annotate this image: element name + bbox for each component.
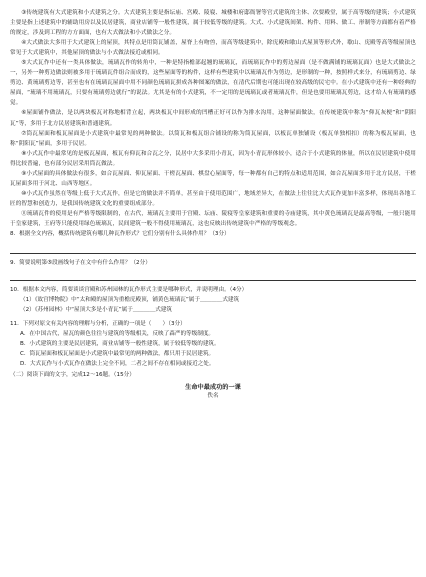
paragraph-10: ⑩小式瓦作虽然在等级上低于大式瓦作，但是它的做法并不简单，甚至由于使用范围广，地域差异大，在做法上往往比大式瓦作更加丰富多样，体现出各地工匠的智慧和创造力，是我国传统建筑文化的重要组成部分。 — [10, 190, 416, 207]
paragraph-3: ③传统建筑有大式建筑和小式建筑之分。大式建筑主要是指坛庙、宫殿、陵寝、城楼和府邸衙署等官式建筑的主体、次要殿堂，属于高等级的建筑；小式建筑主要是指上述建筑中的辅助用房以及民居建筑，商业店铺等一般性建筑，属于较低等级的建筑。大式、小式建筑间架、构件、用料、做工、形制等方面都有着严格的规定，涉及到工程的方方面面，也有大式做法和小式做法之分。 — [10, 10, 416, 37]
reading-prompt: （二）阅读下面的文字，完成12～16题。（15分） — [10, 371, 135, 378]
article-title: 生命中最成功的一课 — [185, 383, 241, 391]
option-b[interactable]: B．小式建筑的主要是民居建筑，商业店铺等一般性建筑，属于较低等级的建筑。 — [20, 341, 220, 348]
paragraph-9: ⑨小式屋面的具体做法有很多，如合瓦屋面、仰瓦屋面、干槎瓦屋面、棋盘心屋面等，每一种都有自己的特点和适用范围，如合瓦屋面多用于北方民居，干槎瓦屋面多用于河北、山西等地区。 — [10, 170, 416, 187]
paragraph-8: ⑧小式瓦作中最常见的是板瓦屋面，板瓦有仰瓦和合瓦之分，民居中大多采用小青瓦，因为小青瓦形体较小，适合于小式建筑的体量，所以在民居建筑中使用得比较普遍，也有部分民居采用筒瓦做法。 — [10, 150, 416, 167]
article-author: 佚名 — [207, 392, 219, 399]
paragraph-5: ⑤大式瓦作中还有一类具体做法，琉璃瓦作的转角中，一种是特指檐部起翘的琉璃瓦，而琉璃瓦作中的剪边屋面（是不做满铺的琉璃瓦面）也是大式做法之一，另外一种剪边做法则被多用于琉璃瓦件组合而成的，这些屋面等的构件，这样有些建筑中以琉璃瓦作为剪边，是形制的一种，按照样式来分，有琉璃剪边、绿剪边、黄琉璃剪边等，甚至也有在琉璃瓦屋面中用不同颜色琉璃瓦拼成各种图案的做法，在清代后期也可能出现在较高级的民宅中。在小式建筑中还有一种经典的屋面，“琉璃不用琉璃瓦，只要有琉璃剪边就行”的说法。尤其是有的小式建筑，不一定用的是琉璃瓦或者琉璃瓦件，但是也要用琉璃瓦剪边，这才给人有琉璃的感觉。 — [10, 60, 416, 107]
exam-page — [10, 8, 416, 401]
answer-space-9 — [10, 268, 416, 280]
question-10-part-1: （1）《故宫博物院》中“太和殿的屋顶为重檐庑殿顶，铺黄色琉璃瓦”属于＿＿＿＿式建筑 — [20, 297, 240, 304]
question-10-part-2: （2）《苏州园林》中“屋顶大多是小青瓦”属于＿＿＿＿式建筑 — [20, 307, 172, 314]
option-a[interactable]: A．在中国古代，屋瓦的颜色往往与建筑的等级相关，反映了森严的等级制度。 — [20, 331, 215, 338]
question-10: 10．根据本文内容，简要谈谈宫殿和苏州园林的瓦作形式主要是哪种形式，并说明理由。（4分） — [10, 287, 248, 294]
option-c[interactable]: C．筒瓦屋面和板瓦屋面是小式建筑中最常见的两种做法，都只用于民居建筑。 — [20, 351, 215, 358]
paragraph-4: ④大式做法大多用于大式建筑上的屋顶，其特点是用筒瓦铺盖，屋脊上有吻兽，而高等级建筑中，除庑殿和歇山式屋顶等形式外，歇山、庑殿等高等级屋顶也常见于大式建筑中，其他屋顶的做法与小式做法接近或相同。 — [10, 40, 416, 57]
option-d[interactable]: D．大式瓦作与小式瓦作在做法上完全不同，二者之间不存在相同或接近之处。 — [20, 361, 215, 368]
question-9: 9．简要说明第⑤段画线句子在文中有什么作用？（2分） — [10, 260, 151, 267]
paragraph-7: ⑦筒瓦屋面和板瓦屋面是小式建筑中最常见的两种做法。以筒瓦和板瓦组合铺设的称为筒瓦屋面，以板瓦单独铺设（板瓦单独相扣）的称为板瓦屋面，也称“阴阳瓦”屋面，多用于民居。 — [10, 130, 416, 147]
question-11: 11．下列对原文有关内容的理解与分析，正确的一项是（ ）（3分） — [10, 321, 186, 328]
paragraph-6: ⑥屋面铺作做法，是以两块板瓦对称地相背立起，两块板瓦中间形成的凹槽正好可以作为排水沟用，这种屋面做法，在传统建筑中称为“仰瓦灰梗”和“阴阳瓦”等，多用于北方民居建筑和普通建筑。 — [10, 110, 416, 127]
paragraph-11: ⑪琉璃瓦件的使用是有严格等级限制的，在古代，琉璃瓦主要用于宫殿、坛庙、陵寝等皇家建筑和重要的寺庙建筑，其中黄色琉璃瓦是最高等级，一般只能用于皇家建筑，王府等只能使用绿色琉璃瓦，民间建筑一般不得使用琉璃瓦，这也反映出传统建筑中严格的等级观念。 — [10, 210, 416, 227]
answer-space-8 — [10, 239, 416, 253]
question-8: 8．根据全文内容，概括传统建筑有哪几种瓦作形式？它们分别有什么具体作用？（3分） — [10, 231, 230, 238]
